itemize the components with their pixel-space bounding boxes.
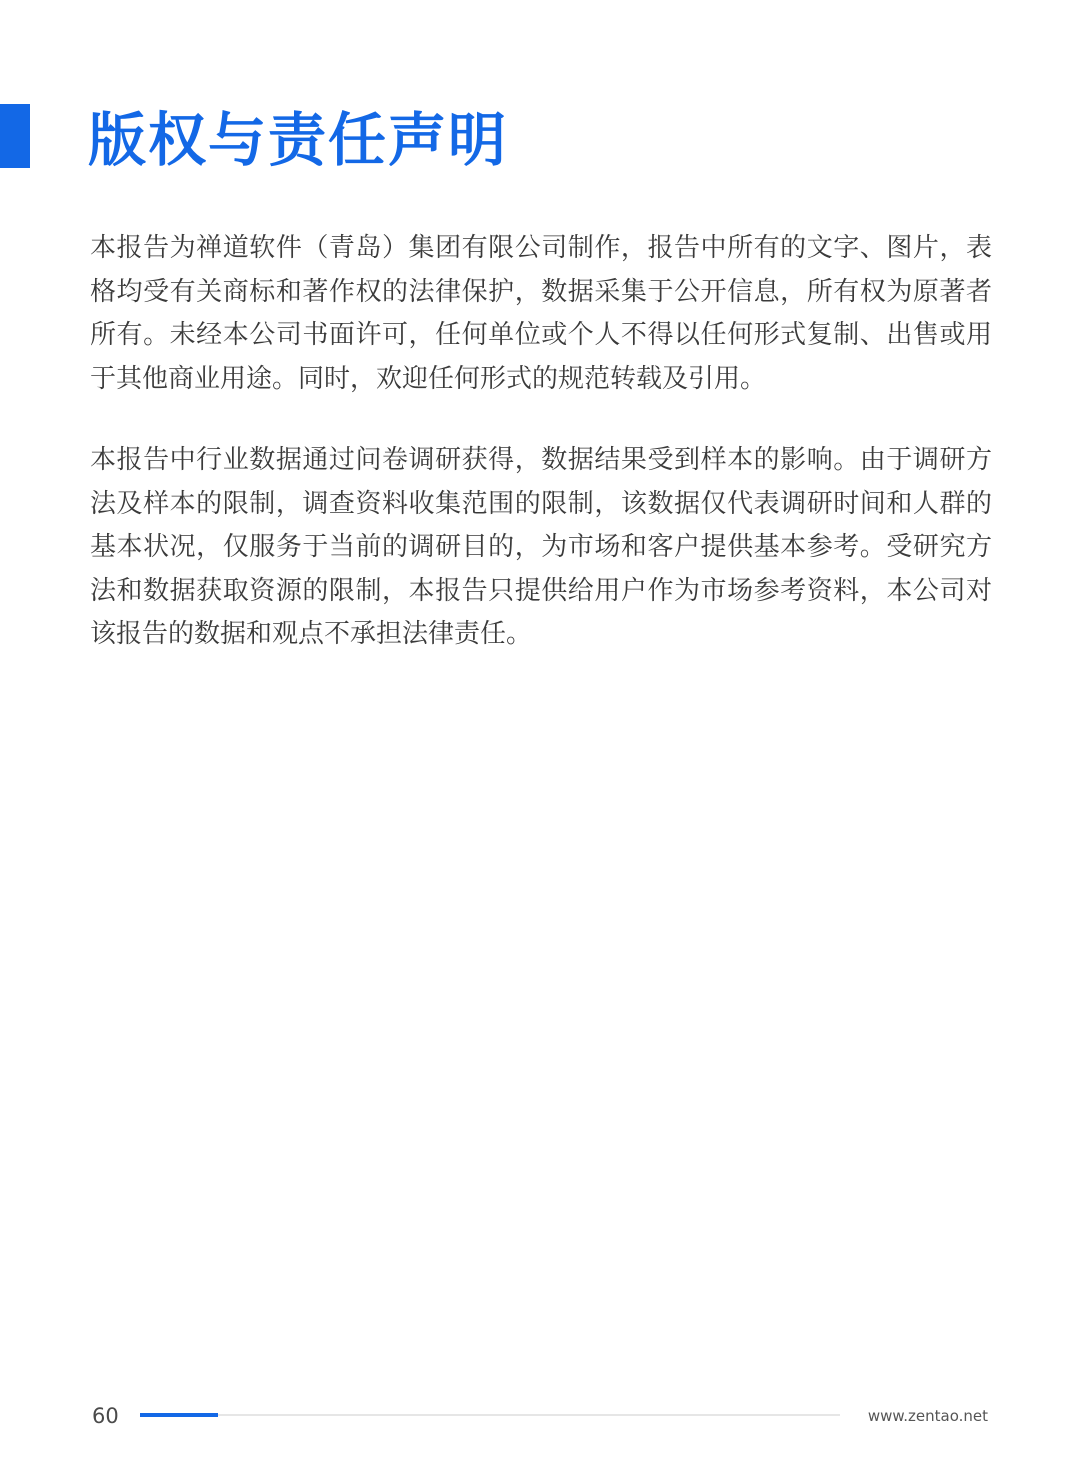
page-title: 版权与责任声明 [88,106,509,174]
paragraph-copyright: 本报告为禅道软件（青岛）集团有限公司制作，报告中所有的文字、图片，表格均受有关商标和著作权的法律保护，数据采集于公开信息，所有权为原著者所有。未经本公司书面许可，任何单位或个人不得以任何形式复制、出售或用于其他商业用途。同时，欢迎任何形式的规范转载及引用。 [90,233,992,394]
paragraph-disclaimer: 本报告中行业数据通过问卷调研获得，数据结果受到样本的影响。由于调研方法及样本的限制，调查资料收集范围的限制，该数据仅代表调研时间和人群的基本状况，仅服务于当前的调研目的，为市场和客户提供基本参考。受研究方法和数据获取资源的限制，本报告只提供给用户作为市场参考资料，本公司对该报告的数据和观点不承担法律责任。 [90,445,992,649]
title-accent-bar [0,104,30,168]
page-number: 60 [92,1404,119,1428]
footer-divider [140,1414,840,1416]
footer-accent-line [140,1413,218,1417]
footer-url: www.zentao.net [867,1407,988,1425]
